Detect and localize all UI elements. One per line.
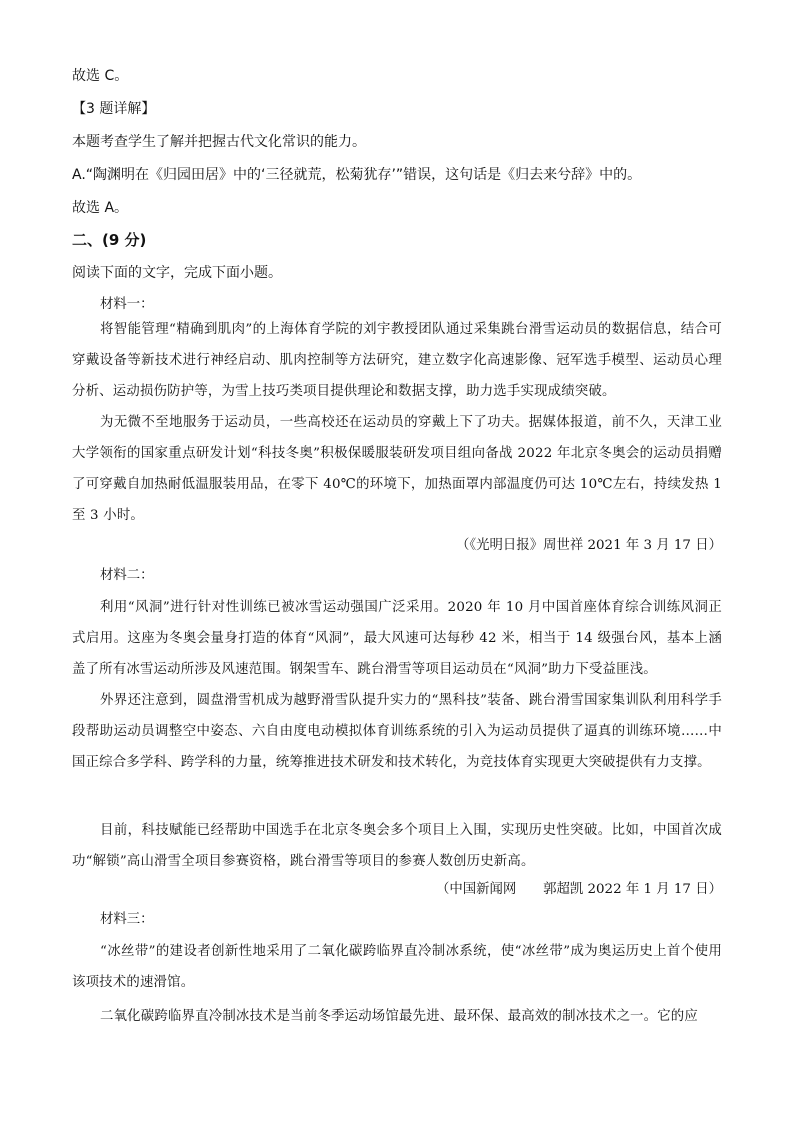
material-2-paragraph-2: 外界还注意到，圆盘滑雪机成为越野滑雪队提升实力的“黑科技”装备、跳台滑雪国家集训队利用科学手段帮助运动员调整空中姿态、六自由度电动模拟体育训练系统的引入为运动员提供了逼真的训练环境……中国正综合多学科、跨学科的力量，统筹推进技术研发和技术转化，为竞技体育实现更大突破提供有力支撑。 <box>72 693 722 770</box>
answer-line-c: 故选 C。 <box>72 68 129 84</box>
section-heading: 二、(9 分) <box>72 231 147 249</box>
question-3-explanation: 本题考查学生了解并把握古代文化常识的能力。 <box>72 134 366 150</box>
material-3-paragraph-2: 二氧化碳跨临界直冷制冰技术是当前冬季运动场馆最先进、最环保、最高效的制冰技术之一。它的应 <box>100 1009 698 1024</box>
material-2-label: 材料二： <box>100 568 154 583</box>
material-1-paragraph-1: 将智能管理“精确到肌肉”的上海体育学院的刘宇教授团队通过采集跳台滑雪运动员的数据信息，结合可穿戴设备等新技术进行神经启动、肌肉控制等方法研究，建立数字化高速影像、冠军选手模型、运动员心理分析、运动损伤防护等，为雪上技巧类项目提供理论和数据支撑，助力选手实现成绩突破。 <box>72 322 722 399</box>
material-1-source: （《光明日报》周世祥 2021 年 3 月 17 日） <box>456 538 722 553</box>
material-1-paragraph-2: 为无微不至地服务于运动员，一些高校还在运动员的穿戴上下了功夫。据媒体报道，前不久，天津工业大学领衔的国家重点研发计划“科技冬奥”积极保暖服装研发项目组向备战 2022 年北京冬奥会的运动员捐赠了可穿戴自加热耐低温服装用品，在零下 40℃的环境下，加热面罩内部温度仍可达 10℃左右，持续发热 1 至 3 小时。 <box>72 415 722 523</box>
material-2-paragraph-1: 利用“风洞”进行针对性训练已被冰雪运动强国广泛采用。2020 年 10 月中国首座体育综合训练风洞正式启用。这座为冬奥会量身打造的体育“风洞”，最大风速可达每秒 42 米，相当于 14 级强台风，基本上涵盖了所有冰雪运动所涉及风速范围。钢架雪车、跳台滑雪等项目运动员在“风洞”助力下受益匪浅。 <box>72 600 722 677</box>
answer-line-a: 故选 A。 <box>72 200 129 216</box>
question-3-heading: 【3 题详解】 <box>72 101 156 117</box>
option-a-explanation: A.“陶渊明在《归园田居》中的‘三径就荒，松菊犹存’”错误，这句话是《归去来兮辞》中的。 <box>72 167 642 183</box>
material-2-source: （中国新闻网 郭超凯 2022 年 1 月 17 日） <box>435 882 722 897</box>
material-3-label: 材料三： <box>100 912 154 927</box>
reading-instruction: 阅读下面的文字，完成下面小题。 <box>72 265 282 281</box>
material-2-paragraph-3: 目前，科技赋能已经帮助中国选手在北京冬奥会多个项目上入围，实现历史性突破。比如，中国首次成功“解锁”高山滑雪全项目参赛资格，跳台滑雪等项目的参赛人数创历史新高。 <box>72 823 722 869</box>
material-3-paragraph-1: “冰丝带”的建设者创新性地采用了二氧化碳跨临界直冷制冰系统，使“冰丝带”成为奥运历史上首个使用该项技术的速滑馆。 <box>72 944 722 990</box>
material-1-label: 材料一： <box>100 297 154 312</box>
